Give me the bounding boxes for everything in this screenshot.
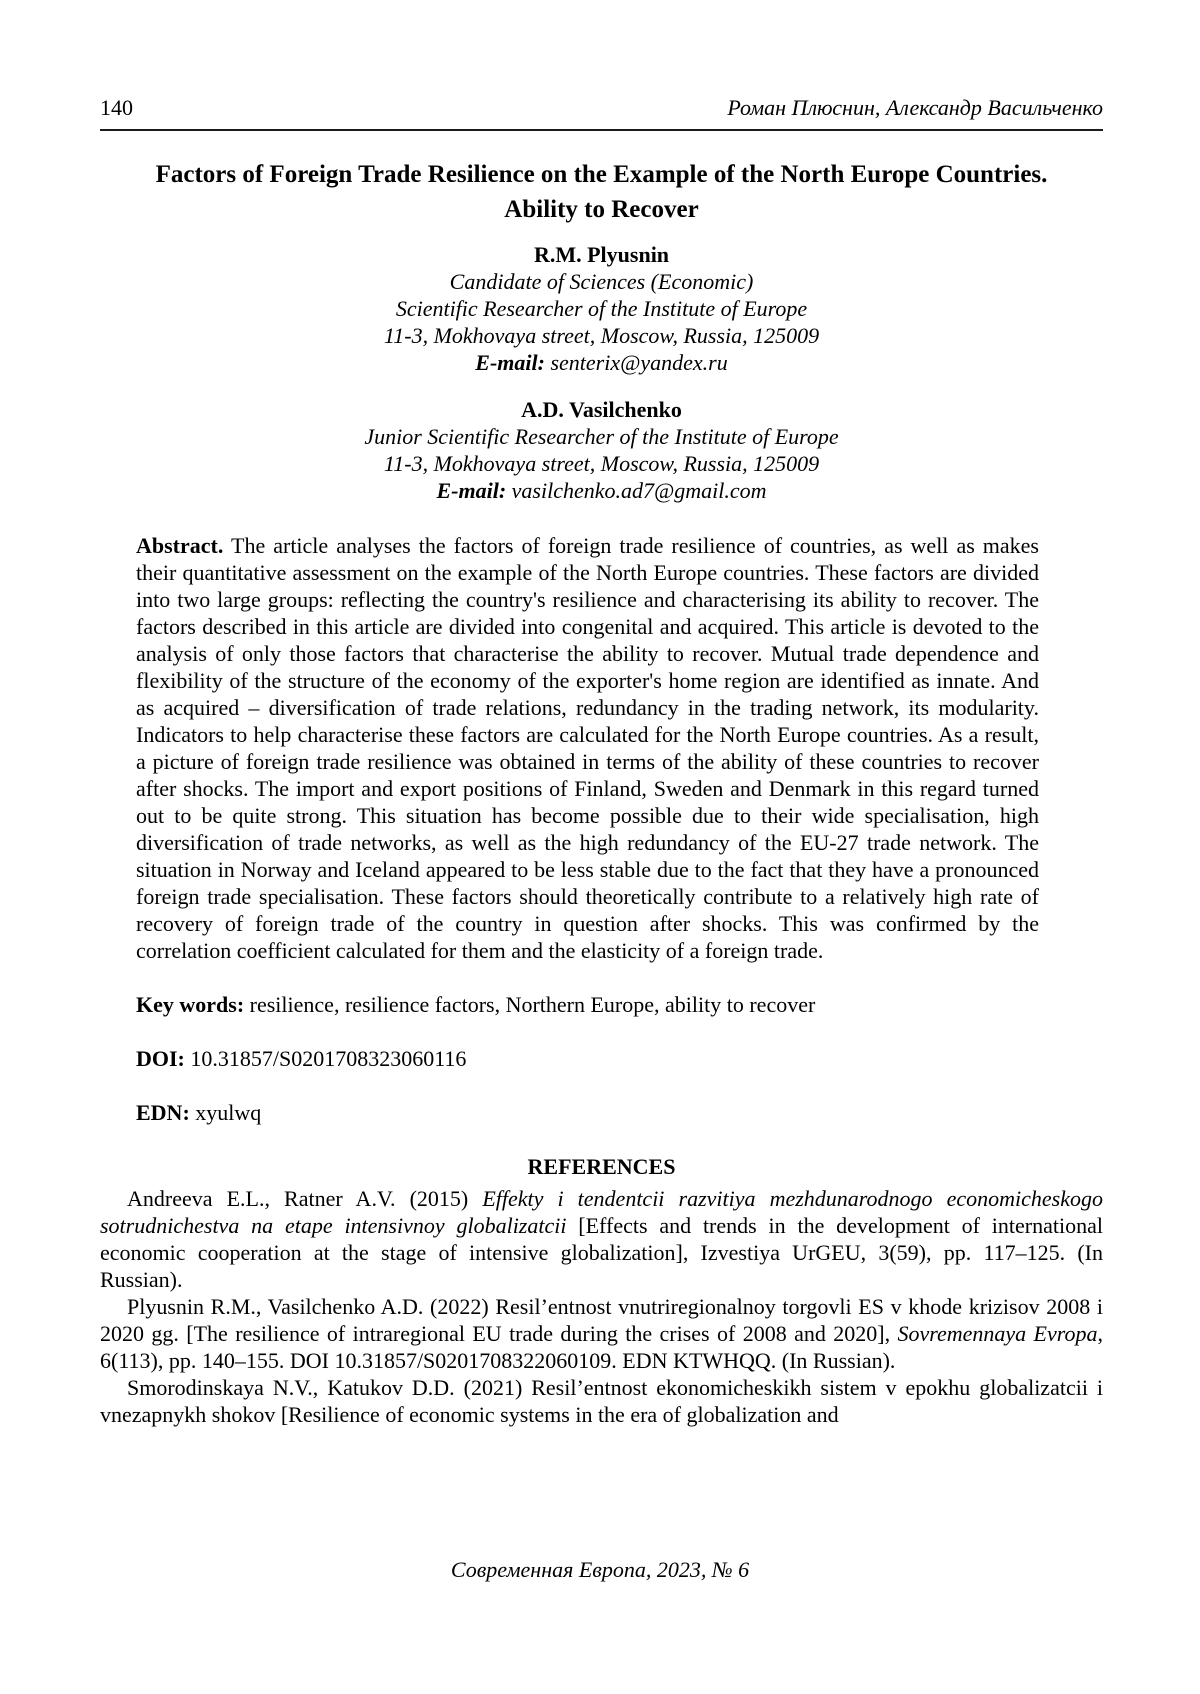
abstract-text: The article analyses the factors of foreign trade resilience of countries, as well as makes their quantitative assessment on the example of the North Europe countries. These factors are divided into two large groups: reflecting the country's resilience and characterising its ability to recover. The factors described in this article are divided into congenital and acquired. This article is devoted to the analysis of only those factors that characterise the ability to recover. Mutual trade dependence and flexibility of the structure of the economy of the exporter's home region are identified as innate. And as acquired – diversification of trade relations, redundancy in the trading network, its modularity. Indicators to help characterise these factors are calculated for the North Europe countries. As a result, a picture of foreign trade resilience was obtained in terms of the ability of these countries to recover after shocks. The import and export positions of Finland, Sweden and Denmark in this regard turned out to be quite strong. This situation has become possible due to their wide specialisation, high diversification of trade networks, as well as the high redundancy of the EU-27 trade network. The situation in Norway and Iceland appeared to be less stable due to the fact that they have a pronounced foreign trade specialisation. These factors should theoretically contribute to a relatively high rate of recovery of foreign trade of the country in question after shocks. This was confirmed by the correlation coefficient calculated for them and the elasticity of a foreign trade.	[136, 533, 1039, 963]
page-number: 140	[100, 95, 133, 120]
author-2-email-line	[100, 477, 1103, 504]
page-header	[100, 96, 1103, 131]
abstract-label: Abstract.	[136, 533, 224, 558]
references-heading: REFERENCES	[527, 1154, 676, 1179]
page-footer	[0, 1556, 1200, 1583]
reference-1-authors-year: Andreeva E.L., Ratner A.V. (2015)	[127, 1186, 483, 1211]
reference-2-details: , 6(113), pp. 140–155. DOI 10.31857/S0201708322060109. EDN KTWHQQ. (In Russian).	[100, 1321, 1103, 1373]
author-2-address: 11-3, Mokhovaya street, Moscow, Russia, 125009	[383, 451, 820, 476]
author-2-position: Junior Scientific Researcher of the Institute of Europe	[364, 424, 839, 449]
reference-3-text: Smorodinskaya N.V., Katukov D.D. (2021) Resil’entnost ekonomicheskikh sistem v epokhu globalizatcii i vnezapnykh shokov [Resilience of economic systems in the era of globalization and	[100, 1375, 1103, 1427]
reference-2-authors-year: Plyusnin R.M., Vasilchenko A.D. (2022) Resil’entnost vnutriregionalnoy torgovli ES v khode krizisov 2008 i 2020 gg. [The resilience of intraregional EU trade during the crises of 2008 and 2020],	[100, 1294, 1103, 1346]
author-block-2	[100, 396, 1103, 504]
author-1-name: R.M. Plyusnin	[533, 242, 670, 267]
keywords-line	[136, 991, 1039, 1018]
journal-footer-text: Современная Европа, 2023, № 6	[450, 1557, 750, 1582]
edn-label: EDN:	[136, 1100, 190, 1125]
email-label: E-mail:	[436, 478, 507, 503]
author-1-degree: Candidate of Sciences (Economic)	[449, 269, 754, 294]
reference-item-3	[100, 1374, 1103, 1428]
reference-2-journal: Sovremennaya Evropa	[897, 1321, 1098, 1346]
author-2-email: vasilchenko.ad7@gmail.com	[511, 478, 767, 503]
reference-1-transliterated-title: Effekty i tendentcii razvitiya mezhdunarodnogo economicheskogo sotrudnichestva na etape intensivnoy globalizatcii	[100, 1186, 1103, 1238]
author-1-position: Scientific Researcher of the Institute of Europe	[395, 296, 808, 321]
reference-item-1	[100, 1185, 1103, 1293]
author-1-address: 11-3, Mokhovaya street, Moscow, Russia, 125009	[383, 323, 820, 348]
doi-line	[136, 1045, 1039, 1072]
reference-1-details: [Effects and trends in the development of international economic cooperation at the stage of intensive globalization], Izvestiya UrGEU, 3(59), pp. 117–125. (In Russian).	[100, 1213, 1103, 1292]
edn-line	[136, 1099, 1039, 1126]
doi-label: DOI:	[136, 1046, 185, 1071]
doi-value: 10.31857/S0201708323060116	[190, 1046, 467, 1071]
email-label: E-mail:	[475, 350, 545, 375]
author-2-name: A.D. Vasilchenko	[521, 397, 682, 422]
keywords-label: Key words:	[136, 992, 245, 1017]
edn-value: xyulwq	[195, 1100, 262, 1125]
author-1-email: senterix@yandex.ru	[550, 350, 728, 375]
abstract	[136, 532, 1039, 964]
running-title: Роман Плюснин, Александр Васильченко	[727, 95, 1103, 120]
reference-item-2	[100, 1293, 1103, 1374]
article-title: Factors of Foreign Trade Resilience on the Example of the North Europe Countries. Ability to Recover	[155, 161, 1048, 223]
author-block-1	[100, 241, 1103, 376]
keywords-text: resilience, resilience factors, Northern Europe, ability to recover	[249, 992, 816, 1017]
author-1-email-line	[100, 349, 1103, 376]
